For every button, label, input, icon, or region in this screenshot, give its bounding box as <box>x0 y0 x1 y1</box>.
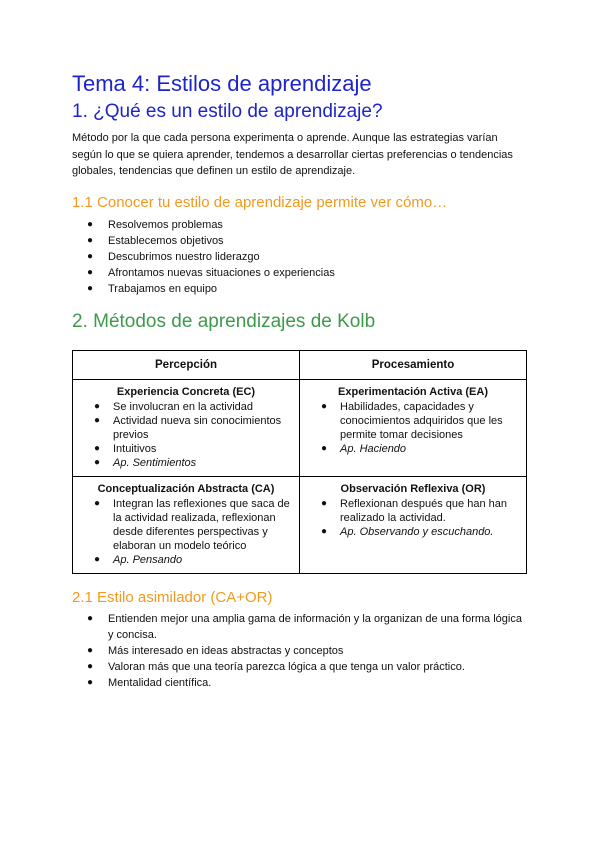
list-item: ● Descubrimos nuestro liderazgo <box>87 250 260 263</box>
bullet-icon: ● <box>94 442 101 454</box>
list-item: ● Trabajamos en equipo <box>87 282 218 295</box>
bullet-icon: ● <box>321 497 328 509</box>
bullet-icon: ● <box>94 456 101 468</box>
document-title: Tema 4: Estilos de aprendizaje <box>72 71 372 96</box>
bullet-icon: ● <box>94 497 101 509</box>
bullet-icon: ● <box>87 644 94 656</box>
bullet-icon: ● <box>87 250 94 262</box>
list-item: ● Actividad nueva sin conocimientos previos <box>94 414 282 441</box>
list-item: ● Habilidades, capacidades y conocimientos adquiridos que les permite tomar decisiones <box>321 400 503 441</box>
cell-heading: Conceptualización Abstracta (CA) <box>97 482 275 495</box>
table-row <box>73 476 527 573</box>
table-row <box>73 379 527 476</box>
kolb-table <box>72 350 527 574</box>
bullet-icon: ● <box>87 266 94 278</box>
bullet-icon: ● <box>321 525 328 537</box>
bullet-icon: ● <box>94 553 101 565</box>
bullet-icon: ● <box>94 414 101 426</box>
section-1-heading: 1. ¿Qué es un estilo de aprendizaje? <box>72 101 383 122</box>
list-item: ● Reflexionan después que han han realizado la actividad. <box>321 497 507 524</box>
bullet-icon: ● <box>87 612 94 624</box>
list-item: ● Establecemos objetivos <box>87 234 224 247</box>
bullet-icon: ● <box>321 400 328 412</box>
list-item: ● Ap. Sentimientos <box>94 456 197 469</box>
list-item: ● Se involucran en la actividad <box>94 400 254 413</box>
table-cell-ec <box>73 379 300 476</box>
section-1-1-heading: 1.1 Conocer tu estilo de aprendizaje permite ver cómo… <box>72 193 448 211</box>
list-item: ● Entienden mejor una amplia gama de información y la organizan de una forma lógica y concisa. <box>87 612 522 641</box>
section-2-heading: 2. Métodos de aprendizajes de Kolb <box>72 310 376 332</box>
list-item: ● Ap. Haciendo <box>321 442 407 455</box>
list-item: ● Mentalidad científica. <box>87 676 212 689</box>
cell-heading: Observación Reflexiva (OR) <box>340 482 486 495</box>
list-item: ● Intuitivos <box>94 442 157 455</box>
table-header-processing: Procesamiento <box>300 350 527 379</box>
bullet-icon: ● <box>321 442 328 454</box>
cell-heading: Experimentación Activa (EA) <box>338 385 488 398</box>
section-2-1-heading: 2.1 Estilo asimilador (CA+OR) <box>72 588 273 606</box>
table-cell-or <box>300 476 527 573</box>
list-item: ● Resolvemos problemas <box>87 218 223 231</box>
table-cell-ca <box>73 476 300 573</box>
bullet-icon: ● <box>87 218 94 230</box>
bullet-icon: ● <box>87 234 94 246</box>
cell-heading: Experiencia Concreta (EC) <box>116 385 256 398</box>
bullet-icon: ● <box>87 660 94 672</box>
list-item: ● Afrontamos nuevas situaciones o experiencias <box>87 266 335 279</box>
bullet-icon: ● <box>87 282 94 294</box>
list-item: ● Más interesado en ideas abstractas y conceptos <box>87 644 344 657</box>
bullet-icon: ● <box>87 676 94 688</box>
table-header-row <box>73 350 527 379</box>
table-cell-ea <box>300 379 527 476</box>
section-2-1-list <box>72 611 528 691</box>
list-item: ● Ap. Observando y escuchando. <box>321 525 494 538</box>
list-item: ● Valoran más que una teoría parezca lógica a que tenga un valor práctico. <box>87 660 465 673</box>
bullet-icon: ● <box>94 400 101 412</box>
table-header-perception: Percepción <box>73 350 300 379</box>
section-1-1-list <box>72 217 528 297</box>
list-item: ● Integran las reflexiones que saca de la actividad realizada, reflexionan desde diferentes perspectivas y elaboran un modelo teórico <box>94 497 290 552</box>
section-1-body: Método por la que cada persona experimenta o aprende. Aunque las estrategias varían según lo que se quiera aprender, tendemos a desarrollar ciertas preferencias o tendencias globales, tendencias que definen un estilo de aprendizaje. <box>72 132 513 177</box>
list-item: ● Ap. Pensando <box>94 553 183 566</box>
